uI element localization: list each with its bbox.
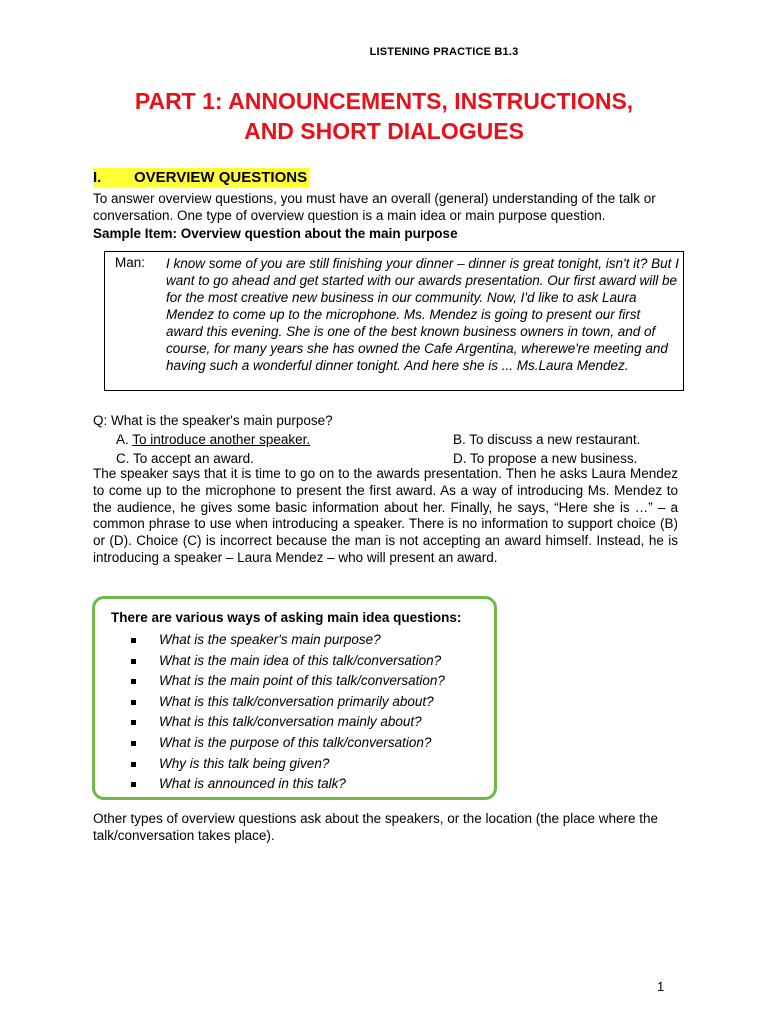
- title-line-1: PART 1: ANNOUNCEMENTS, INSTRUCTIONS,: [134, 88, 634, 114]
- list-item-text: What is announced in this talk?: [159, 776, 346, 792]
- square-bullet-icon: [131, 720, 136, 725]
- list-item: [131, 651, 445, 672]
- square-bullet-icon: [131, 700, 136, 705]
- choice-a-letter: A.: [116, 432, 129, 447]
- list-item-text: What is this talk/conversation mainly about?: [159, 714, 422, 730]
- section-number: I.: [93, 169, 102, 186]
- list-item: [131, 754, 445, 775]
- square-bullet-icon: [131, 741, 136, 746]
- question-text: Q: What is the speaker's main purpose?: [93, 413, 333, 428]
- square-bullet-icon: [131, 638, 136, 643]
- list-item: [131, 712, 445, 733]
- list-item-text: What is the purpose of this talk/conversation?: [159, 734, 432, 750]
- page-title: [60, 86, 708, 146]
- dialogue-speech: I know some of you are still finishing your dinner – dinner is great tonight, isn't it? But I want to go ahead and get started with our awards presentation. Our first award will be for the most creative new business in our community. Now, I'd like to ask Laura Mendez to come up to the microphone. Ms. Mendez is going to present our first award this evening. She is one of the best known business owners in town, and of course, for many years she has owned the Cafe Argentina, wherewe're meeting and having such a wonderful dinner tonight. And here she is ... Ms.Laura Mendez.: [166, 256, 679, 373]
- title-line-2: AND SHORT DIALOGUES: [244, 118, 524, 144]
- square-bullet-icon: [131, 782, 136, 787]
- list-item: [131, 671, 445, 692]
- dialogue-text: [166, 255, 679, 374]
- sample-item-label: Sample Item: Overview question about the main purpose: [93, 226, 458, 241]
- tip-box-title: There are various ways of asking main idea questions:: [111, 610, 462, 625]
- list-item: [131, 692, 445, 713]
- list-item-text: What is this talk/conversation primarily about?: [159, 693, 434, 709]
- page-header: LISTENING PRACTICE B1.3: [369, 46, 519, 58]
- other-types-paragraph: Other types of overview questions ask about the speakers, or the location (the place where the talk/conversation takes place).: [93, 811, 659, 843]
- list-item-text: What is the speaker's main purpose?: [159, 632, 381, 647]
- list-item-text: What is the main idea of this talk/conversation?: [159, 652, 442, 668]
- explanation-paragraph: The speaker says that it is time to go on to the awards presentation. Then he asks Laura Mendez to come up to the microphone to present the first award. As a way of introducing Ms. Mendez to the audience, he gives some basic information about her. Finally, he says, “Here she is …” – a common phrase to use when introducing a speaker. There is no information to support choice (B) or (D). Choice (C) is incorrect because the man is not accepting an award himself. Instead, he is introducing a speaker – Laura Mendez – who will present an award.: [93, 466, 678, 565]
- square-bullet-icon: [131, 659, 136, 664]
- dialogue-speaker: Man:: [115, 255, 146, 270]
- section-heading: [93, 168, 309, 187]
- square-bullet-icon: [131, 679, 136, 684]
- list-item-text: Why is this talk being given?: [159, 755, 330, 771]
- choice-d: D. To propose a new business.: [453, 451, 638, 466]
- tip-list: [131, 630, 445, 795]
- section-heading-text: OVERVIEW QUESTIONS: [134, 169, 308, 186]
- section-intro: To answer overview questions, you must have an overall (general) understanding of the talk or conversation. One type of overview question is a main idea or main purpose question.: [93, 191, 656, 223]
- list-item: [131, 630, 445, 651]
- choice-b: B. To discuss a new restaurant.: [453, 432, 641, 447]
- list-item-text: What is the main point of this talk/conversation?: [159, 673, 445, 689]
- choice-a-text: To introduce another speaker.: [132, 432, 311, 447]
- choice-c: C. To accept an award.: [116, 451, 254, 466]
- tip-box: [92, 596, 497, 800]
- choice-a: [116, 432, 310, 447]
- square-bullet-icon: [131, 762, 136, 767]
- list-item: [131, 733, 445, 754]
- page-number: 1: [657, 979, 665, 994]
- list-item: [131, 774, 445, 795]
- dialogue-box: [104, 251, 684, 391]
